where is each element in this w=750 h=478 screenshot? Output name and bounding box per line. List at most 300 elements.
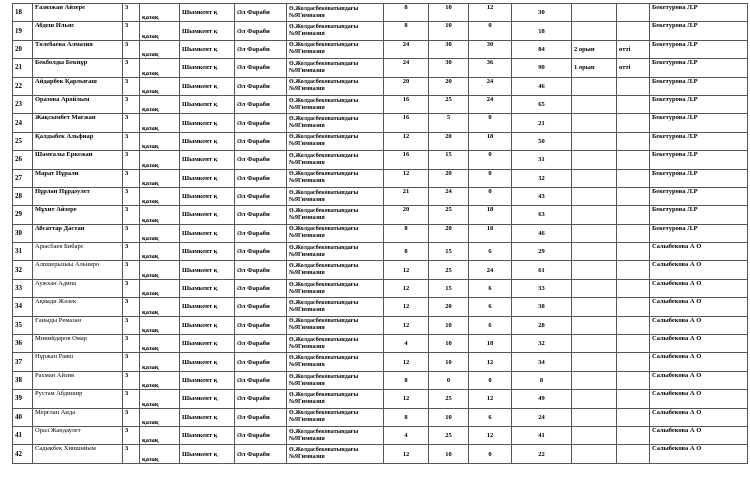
language-cell: қазақ <box>140 95 180 113</box>
score-1-cell: 20 <box>384 206 429 224</box>
teacher-cell: Салыбекова А О <box>650 243 748 261</box>
student-name: Мұхит Айзере <box>33 206 123 224</box>
score-1-cell: 12 <box>384 316 429 334</box>
student-name: Айдарбек Қарлығаш <box>33 77 123 95</box>
language-cell: қазақ <box>140 206 180 224</box>
district-cell: Әл Фараби <box>235 335 287 353</box>
status-cell <box>617 371 650 389</box>
language-cell: қазақ <box>140 151 180 169</box>
grade-cell: 3 <box>123 353 140 371</box>
city-cell: Шымкент қ <box>180 408 235 426</box>
grade-cell: 3 <box>123 59 140 77</box>
row-number: 35 <box>13 316 33 334</box>
grade-cell: 3 <box>123 445 140 463</box>
student-name: Төлебаева Алмазия <box>33 40 123 58</box>
school-cell: Ө.Жолдасбековатындағы №9Гимназия <box>287 261 384 279</box>
student-name: Марат Нұрали <box>33 169 123 187</box>
total-score-cell: 43 <box>512 187 572 205</box>
place-cell <box>572 77 617 95</box>
place-cell <box>572 114 617 132</box>
place-cell <box>572 243 617 261</box>
row-number: 19 <box>13 22 33 40</box>
student-name: Мниийдаров Омар <box>33 335 123 353</box>
student-name: Арысбаев Бибарс <box>33 243 123 261</box>
table-row <box>13 169 748 187</box>
city-cell: Шымкент қ <box>180 243 235 261</box>
score-2-cell: 24 <box>429 187 469 205</box>
teacher-cell: Бекетурова Л.Р <box>650 114 748 132</box>
place-cell <box>572 224 617 242</box>
score-2-cell: 10 <box>429 445 469 463</box>
score-3-cell: 6 <box>469 298 512 316</box>
status-cell <box>617 390 650 408</box>
grade-cell: 3 <box>123 77 140 95</box>
score-3-cell: 6 <box>469 408 512 426</box>
status-cell <box>617 151 650 169</box>
school-cell: Ө.Жолдасбековатындағы №9Гимназия <box>287 22 384 40</box>
score-1-cell: 12 <box>384 353 429 371</box>
score-2-cell: 20 <box>429 169 469 187</box>
total-score-cell: 46 <box>512 224 572 242</box>
score-1-cell: 12 <box>384 390 429 408</box>
status-cell <box>617 335 650 353</box>
score-3-cell: 12 <box>469 353 512 371</box>
school-cell: Ө.Жолдасбековатындағы №9Гимназия <box>287 95 384 113</box>
row-number: 30 <box>13 224 33 242</box>
total-score-cell: 38 <box>512 298 572 316</box>
total-score-cell: 34 <box>512 353 572 371</box>
score-2-cell: 30 <box>429 40 469 58</box>
city-cell: Шымкент қ <box>180 298 235 316</box>
table-row <box>13 187 748 205</box>
total-score-cell: 32 <box>512 335 572 353</box>
score-3-cell: 0 <box>469 151 512 169</box>
language-cell: қазақ <box>140 187 180 205</box>
city-cell: Шымкент қ <box>180 335 235 353</box>
score-1-cell: 24 <box>384 40 429 58</box>
row-number: 27 <box>13 169 33 187</box>
table-row <box>13 206 748 224</box>
grade-cell: 3 <box>123 114 140 132</box>
score-1-cell: 12 <box>384 445 429 463</box>
status-cell <box>617 261 650 279</box>
score-1-cell: 8 <box>384 4 429 22</box>
city-cell: Шымкент қ <box>180 132 235 150</box>
district-cell: Әл Фараби <box>235 279 287 297</box>
language-cell: қазақ <box>140 40 180 58</box>
status-cell <box>617 187 650 205</box>
teacher-cell: Салыбекова А О <box>650 353 748 371</box>
table-row <box>13 353 748 371</box>
row-number: 36 <box>13 335 33 353</box>
status-cell <box>617 279 650 297</box>
status-cell <box>617 169 650 187</box>
results-table-body <box>13 4 748 464</box>
district-cell: Әл Фараби <box>235 206 287 224</box>
district-cell: Әл Фараби <box>235 40 287 58</box>
row-number: 40 <box>13 408 33 426</box>
score-3-cell: 24 <box>469 261 512 279</box>
row-number: 25 <box>13 132 33 150</box>
total-score-cell: 41 <box>512 426 572 444</box>
score-1-cell: 8 <box>384 243 429 261</box>
language-cell: қазақ <box>140 114 180 132</box>
student-name: Абсаттар Дастан <box>33 224 123 242</box>
teacher-cell: Салыбекова А О <box>650 426 748 444</box>
score-3-cell: 6 <box>469 316 512 334</box>
city-cell: Шымкент қ <box>180 169 235 187</box>
total-score-cell: 46 <box>512 77 572 95</box>
student-name: Аужхан Адина <box>33 279 123 297</box>
district-cell: Әл Фараби <box>235 151 287 169</box>
school-cell: Ө.Жолдасбековатындағы №9Гимназия <box>287 169 384 187</box>
place-cell <box>572 261 617 279</box>
teacher-cell: Салыбекова А О <box>650 261 748 279</box>
student-name: Нұрлан Нұрдәулет <box>33 187 123 205</box>
district-cell: Әл Фараби <box>235 59 287 77</box>
grade-cell: 3 <box>123 169 140 187</box>
grade-cell: 3 <box>123 187 140 205</box>
language-cell: қазақ <box>140 77 180 95</box>
place-cell <box>572 445 617 463</box>
place-cell <box>572 279 617 297</box>
student-name: Ғаныды Ремазан <box>33 316 123 334</box>
row-number: 23 <box>13 95 33 113</box>
student-name: Жақсымбет Мағжан <box>33 114 123 132</box>
row-number: 22 <box>13 77 33 95</box>
district-cell: Әл Фараби <box>235 445 287 463</box>
status-cell <box>617 224 650 242</box>
score-2-cell: 20 <box>429 224 469 242</box>
table-row <box>13 390 748 408</box>
row-number: 42 <box>13 445 33 463</box>
score-1-cell: 21 <box>384 187 429 205</box>
place-cell <box>572 298 617 316</box>
city-cell: Шымкент қ <box>180 279 235 297</box>
district-cell: Әл Фараби <box>235 4 287 22</box>
grade-cell: 3 <box>123 261 140 279</box>
language-cell: қазақ <box>140 279 180 297</box>
total-score-cell: 8 <box>512 371 572 389</box>
teacher-cell: Бекетурова Л.Р <box>650 169 748 187</box>
status-cell <box>617 206 650 224</box>
city-cell: Шымкент қ <box>180 114 235 132</box>
language-cell: қазақ <box>140 445 180 463</box>
table-row <box>13 316 748 334</box>
status-cell <box>617 22 650 40</box>
place-cell <box>572 390 617 408</box>
city-cell: Шымкент қ <box>180 390 235 408</box>
school-cell: Ө.Жолдасбековатындағы №9Гимназия <box>287 298 384 316</box>
score-2-cell: 25 <box>429 206 469 224</box>
total-score-cell: 22 <box>512 445 572 463</box>
table-row <box>13 243 748 261</box>
city-cell: Шымкент қ <box>180 40 235 58</box>
city-cell: Шымкент қ <box>180 187 235 205</box>
teacher-cell: Бекетурова Л.Р <box>650 151 748 169</box>
score-2-cell: 20 <box>429 132 469 150</box>
row-number: 37 <box>13 353 33 371</box>
teacher-cell: Салыбекова А О <box>650 316 748 334</box>
table-row <box>13 224 748 242</box>
school-cell: Ө.Жолдасбековатындағы №9Гимназия <box>287 224 384 242</box>
score-3-cell: 6 <box>469 279 512 297</box>
score-1-cell: 4 <box>384 426 429 444</box>
score-3-cell: 18 <box>469 132 512 150</box>
school-cell: Ө.Жолдасбековатындағы №9Гимназия <box>287 151 384 169</box>
row-number: 18 <box>13 4 33 22</box>
district-cell: Әл Фараби <box>235 132 287 150</box>
school-cell: Ө.Жолдасбековатындағы №9Гимназия <box>287 132 384 150</box>
score-3-cell: 0 <box>469 445 512 463</box>
score-3-cell: 0 <box>469 371 512 389</box>
language-cell: қазақ <box>140 261 180 279</box>
teacher-cell: Салыбекова А О <box>650 279 748 297</box>
city-cell: Шымкент қ <box>180 59 235 77</box>
score-1-cell: 8 <box>384 224 429 242</box>
score-1-cell: 8 <box>384 371 429 389</box>
score-3-cell: 12 <box>469 4 512 22</box>
grade-cell: 3 <box>123 426 140 444</box>
row-number: 21 <box>13 59 33 77</box>
city-cell: Шымкент қ <box>180 445 235 463</box>
place-cell <box>572 371 617 389</box>
total-score-cell: 29 <box>512 243 572 261</box>
city-cell: Шымкент қ <box>180 353 235 371</box>
student-name: Нұржан Раяш <box>33 353 123 371</box>
language-cell: қазақ <box>140 169 180 187</box>
status-cell: өтті <box>617 59 650 77</box>
place-cell <box>572 95 617 113</box>
school-cell: Ө.Жолдасбековатындағы №9Гимназия <box>287 408 384 426</box>
teacher-cell: Бекетурова Л.Р <box>650 187 748 205</box>
grade-cell: 3 <box>123 224 140 242</box>
grade-cell: 3 <box>123 151 140 169</box>
language-cell: қазақ <box>140 22 180 40</box>
school-cell: Ө.Жолдасбековатындағы №9Гимназия <box>287 279 384 297</box>
grade-cell: 3 <box>123 390 140 408</box>
row-number: 28 <box>13 187 33 205</box>
district-cell: Әл Фараби <box>235 298 287 316</box>
table-row <box>13 298 748 316</box>
place-cell <box>572 4 617 22</box>
status-cell <box>617 114 650 132</box>
score-3-cell: 6 <box>469 243 512 261</box>
school-cell: Ө.Жолдасбековатындағы №9Гимназия <box>287 390 384 408</box>
status-cell <box>617 316 650 334</box>
score-1-cell: 12 <box>384 132 429 150</box>
school-cell: Ө.Жолдасбековатындағы №9Гимназия <box>287 445 384 463</box>
school-cell: Ө.Жолдасбековатындағы №9Гимназия <box>287 4 384 22</box>
status-cell <box>617 353 650 371</box>
score-2-cell: 25 <box>429 261 469 279</box>
city-cell: Шымкент қ <box>180 22 235 40</box>
school-cell: Ө.Жолдасбековатындағы №9Гимназия <box>287 316 384 334</box>
score-2-cell: 30 <box>429 59 469 77</box>
district-cell: Әл Фараби <box>235 114 287 132</box>
score-1-cell: 16 <box>384 114 429 132</box>
score-3-cell: 18 <box>469 335 512 353</box>
score-1-cell: 12 <box>384 298 429 316</box>
student-name: Садыкбек Хиншийым <box>33 445 123 463</box>
teacher-cell: Бекетурова Л.Р <box>650 77 748 95</box>
district-cell: Әл Фараби <box>235 22 287 40</box>
row-number: 24 <box>13 114 33 132</box>
score-2-cell: 15 <box>429 279 469 297</box>
grade-cell: 3 <box>123 316 140 334</box>
score-2-cell: 20 <box>429 298 469 316</box>
score-2-cell: 15 <box>429 151 469 169</box>
teacher-cell: Салыбекова А О <box>650 298 748 316</box>
school-cell: Ө.Жолдасбековатындағы №9Гимназия <box>287 335 384 353</box>
score-2-cell: 20 <box>429 77 469 95</box>
student-name: Оразова Аройлым <box>33 95 123 113</box>
grade-cell: 3 <box>123 206 140 224</box>
grade-cell: 3 <box>123 40 140 58</box>
score-1-cell: 8 <box>384 22 429 40</box>
city-cell: Шымкент қ <box>180 316 235 334</box>
place-cell <box>572 187 617 205</box>
results-table <box>12 3 748 464</box>
score-3-cell: 12 <box>469 390 512 408</box>
place-cell <box>572 151 617 169</box>
teacher-cell: Бекетурова Л.Р <box>650 59 748 77</box>
teacher-cell: Бекетурова Л.Р <box>650 224 748 242</box>
table-row <box>13 132 748 150</box>
row-number: 34 <box>13 298 33 316</box>
grade-cell: 3 <box>123 371 140 389</box>
city-cell: Шымкент қ <box>180 426 235 444</box>
teacher-cell: Бекетурова Л.Р <box>650 40 748 58</box>
row-number: 26 <box>13 151 33 169</box>
place-cell <box>572 206 617 224</box>
city-cell: Шымкент қ <box>180 206 235 224</box>
total-score-cell: 30 <box>512 4 572 22</box>
total-score-cell: 18 <box>512 22 572 40</box>
score-2-cell: 10 <box>429 335 469 353</box>
district-cell: Әл Фараби <box>235 77 287 95</box>
district-cell: Әл Фараби <box>235 224 287 242</box>
status-cell: өтті <box>617 40 650 58</box>
score-1-cell: 4 <box>384 335 429 353</box>
table-row <box>13 335 748 353</box>
school-cell: Ө.Жолдасбековатындағы №9Гимназия <box>287 114 384 132</box>
status-cell <box>617 243 650 261</box>
table-row <box>13 445 748 463</box>
total-score-cell: 33 <box>512 279 572 297</box>
total-score-cell: 31 <box>512 151 572 169</box>
place-cell <box>572 22 617 40</box>
school-cell: Ө.Жолдасбековатындағы №9Гимназия <box>287 187 384 205</box>
school-cell: Ө.Жолдасбековатындағы №9Гимназия <box>287 371 384 389</box>
total-score-cell: 21 <box>512 114 572 132</box>
table-row <box>13 426 748 444</box>
score-1-cell: 8 <box>384 408 429 426</box>
language-cell: қазақ <box>140 224 180 242</box>
grade-cell: 3 <box>123 4 140 22</box>
table-row <box>13 95 748 113</box>
district-cell: Әл Фараби <box>235 95 287 113</box>
teacher-cell: Бекетурова Л.Р <box>650 206 748 224</box>
place-cell <box>572 335 617 353</box>
score-2-cell: 10 <box>429 4 469 22</box>
grade-cell: 3 <box>123 132 140 150</box>
score-1-cell: 24 <box>384 59 429 77</box>
student-name: Алпшерызыы Альниро <box>33 261 123 279</box>
student-name: Рустам Абдишир <box>33 390 123 408</box>
place-cell <box>572 169 617 187</box>
language-cell: қазақ <box>140 316 180 334</box>
total-score-cell: 90 <box>512 59 572 77</box>
district-cell: Әл Фараби <box>235 353 287 371</box>
language-cell: қазақ <box>140 335 180 353</box>
total-score-cell: 63 <box>512 206 572 224</box>
score-3-cell: 24 <box>469 77 512 95</box>
student-name: Рахман Айзия <box>33 371 123 389</box>
score-3-cell: 36 <box>469 59 512 77</box>
district-cell: Әл Фараби <box>235 426 287 444</box>
language-cell: қазақ <box>140 353 180 371</box>
table-row <box>13 40 748 58</box>
total-score-cell: 65 <box>512 95 572 113</box>
place-cell <box>572 353 617 371</box>
grade-cell: 3 <box>123 95 140 113</box>
school-cell: Ө.Жолдасбековатындағы №9Гимназия <box>287 426 384 444</box>
score-1-cell: 12 <box>384 261 429 279</box>
teacher-cell: Бекетурова Л.Р <box>650 95 748 113</box>
student-name: Мерғлан Аида <box>33 408 123 426</box>
score-1-cell: 16 <box>384 151 429 169</box>
student-name: Ақмади Жәлек <box>33 298 123 316</box>
score-3-cell: 0 <box>469 114 512 132</box>
table-row <box>13 151 748 169</box>
city-cell: Шымкент қ <box>180 4 235 22</box>
score-3-cell: 0 <box>469 22 512 40</box>
score-2-cell: 10 <box>429 316 469 334</box>
total-score-cell: 24 <box>512 408 572 426</box>
total-score-cell: 61 <box>512 261 572 279</box>
row-number: 32 <box>13 261 33 279</box>
student-name: Бекболды Бекнұр <box>33 59 123 77</box>
place-cell <box>572 316 617 334</box>
row-number: 31 <box>13 243 33 261</box>
score-2-cell: 25 <box>429 95 469 113</box>
table-row <box>13 59 748 77</box>
score-3-cell: 30 <box>469 40 512 58</box>
place-cell: 2 орын <box>572 40 617 58</box>
teacher-cell: Салыбекова А О <box>650 390 748 408</box>
total-score-cell: 32 <box>512 169 572 187</box>
language-cell: қазақ <box>140 4 180 22</box>
row-number: 39 <box>13 390 33 408</box>
language-cell: қазақ <box>140 243 180 261</box>
row-number: 41 <box>13 426 33 444</box>
school-cell: Ө.Жолдасбековатындағы №9Гимназия <box>287 243 384 261</box>
school-cell: Ө.Жолдасбековатындағы №9Гимназия <box>287 77 384 95</box>
score-2-cell: 10 <box>429 353 469 371</box>
status-cell <box>617 408 650 426</box>
status-cell <box>617 95 650 113</box>
grade-cell: 3 <box>123 243 140 261</box>
school-cell: Ө.Жолдасбековатындағы №9Гимназия <box>287 353 384 371</box>
place-cell <box>572 426 617 444</box>
status-cell <box>617 4 650 22</box>
table-row <box>13 279 748 297</box>
place-cell <box>572 408 617 426</box>
district-cell: Әл Фараби <box>235 371 287 389</box>
language-cell: қазақ <box>140 426 180 444</box>
school-cell: Ө.Жолдасбековатындағы №9Гимназия <box>287 40 384 58</box>
